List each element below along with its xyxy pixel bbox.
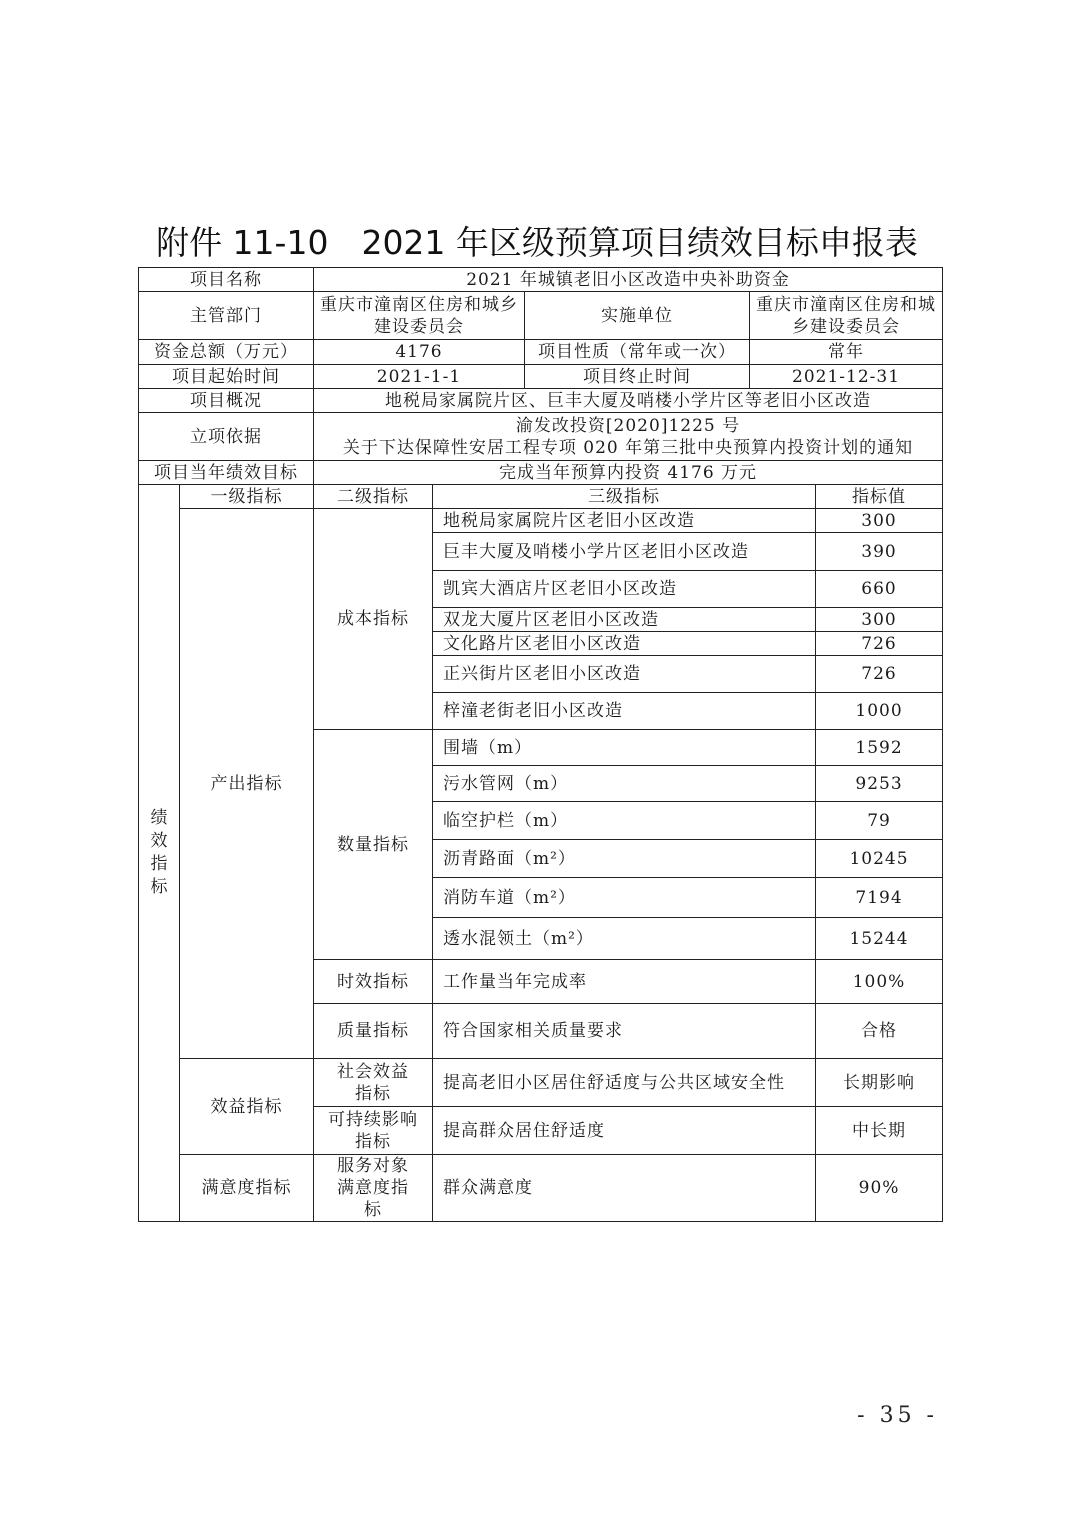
basis-value bbox=[314, 413, 943, 461]
social-benefit-label: 社会效益指标 bbox=[314, 1059, 433, 1107]
department-row bbox=[139, 292, 943, 340]
indicator-header-row bbox=[139, 485, 943, 509]
header-level1: 一级指标 bbox=[180, 485, 314, 509]
service-satisfaction-label: 服务对象满意度指标 bbox=[314, 1155, 433, 1222]
table-row: 凯宾大酒店片区老旧小区改造 660 bbox=[139, 571, 943, 608]
goal-row bbox=[139, 461, 943, 485]
sustainable-impact-label: 可持续影响指标 bbox=[314, 1107, 433, 1155]
end-label: 项目终止时间 bbox=[525, 365, 750, 389]
table-row: 质量指标 符合国家相关质量要求 合格 bbox=[139, 1004, 943, 1059]
start-label: 项目起始时间 bbox=[139, 365, 314, 389]
benefit-indicator-label: 效益指标 bbox=[180, 1059, 314, 1155]
table-row: 效益指标 社会效益指标 提高老旧小区居住舒适度与公共区域安全性 长期影响 bbox=[139, 1059, 943, 1107]
project-name-row bbox=[139, 268, 943, 292]
basis-line-2: 关于下达保障性安居工程专项 020 年第三批中央预算内投资计划的通知 bbox=[342, 437, 914, 458]
table-row: 巨丰大厦及哨楼小学片区老旧小区改造 390 bbox=[139, 533, 943, 571]
table-row: 沥青路面（m²） 10245 bbox=[139, 840, 943, 878]
header-level2: 二级指标 bbox=[314, 485, 433, 509]
overview-row bbox=[139, 389, 943, 413]
nature-value: 常年 bbox=[750, 340, 943, 365]
dept-label: 主管部门 bbox=[139, 292, 314, 340]
nature-label: 项目性质（常年或一次） bbox=[525, 340, 750, 365]
project-name-value: 2021 年城镇老旧小区改造中央补助资金 bbox=[314, 268, 943, 292]
table-row: 数量指标 围墙（m） 1592 bbox=[139, 730, 943, 766]
table-row: 可持续影响指标 提高群众居住舒适度 中长期 bbox=[139, 1107, 943, 1155]
table-row: 时效指标 工作量当年完成率 100% bbox=[139, 960, 943, 1004]
quantity-indicator-label: 数量指标 bbox=[314, 730, 433, 960]
performance-indicator-label: 绩效指标 bbox=[139, 485, 180, 1222]
quality-indicator-label: 质量指标 bbox=[314, 1004, 433, 1059]
impl-label: 实施单位 bbox=[525, 292, 750, 340]
funds-value: 4176 bbox=[314, 340, 525, 365]
impl-value: 重庆市潼南区住房和城乡建设委员会 bbox=[750, 292, 943, 340]
goal-label: 项目当年绩效目标 bbox=[139, 461, 314, 485]
page-number: - 35 - bbox=[857, 1403, 938, 1428]
goal-value: 完成当年预算内投资 4176 万元 bbox=[314, 461, 943, 485]
dept-value: 重庆市潼南区住房和城乡建设委员会 bbox=[314, 292, 525, 340]
table-row: 双龙大厦片区老旧小区改造 300 bbox=[139, 608, 943, 632]
basis-label: 立项依据 bbox=[139, 413, 314, 461]
basis-line-1: 渝发改投资[2020]1225 号 bbox=[515, 415, 741, 436]
satisfaction-indicator-label: 满意度指标 bbox=[180, 1155, 314, 1222]
timeliness-indicator-label: 时效指标 bbox=[314, 960, 433, 1004]
table-row: 文化路片区老旧小区改造 726 bbox=[139, 632, 943, 656]
end-value: 2021-12-31 bbox=[750, 365, 943, 389]
table-row: 污水管网（m） 9253 bbox=[139, 766, 943, 802]
table-row: 梓潼老街老旧小区改造 1000 bbox=[139, 693, 943, 730]
table-row: 透水混领土（m²） 15244 bbox=[139, 918, 943, 960]
table-row: 产出指标 成本指标 地税局家属院片区老旧小区改造 300 bbox=[139, 509, 943, 533]
funds-row bbox=[139, 340, 943, 365]
overview-label: 项目概况 bbox=[139, 389, 314, 413]
start-value: 2021-1-1 bbox=[314, 365, 525, 389]
period-row bbox=[139, 365, 943, 389]
basis-row bbox=[139, 413, 943, 461]
table-row: 消防车道（m²） 7194 bbox=[139, 878, 943, 918]
page-title: 附件 11-10 2021 年区级预算项目绩效目标申报表 bbox=[156, 223, 918, 262]
header-level3: 三级指标 bbox=[433, 485, 816, 509]
cost-indicator-label: 成本指标 bbox=[314, 509, 433, 730]
performance-target-table bbox=[138, 267, 943, 1222]
table-row: 满意度指标 服务对象满意度指标 群众满意度 90% bbox=[139, 1155, 943, 1222]
project-name-label: 项目名称 bbox=[139, 268, 314, 292]
table-row: 临空护栏（m） 79 bbox=[139, 802, 943, 840]
funds-label: 资金总额（万元） bbox=[139, 340, 314, 365]
output-indicator-label: 产出指标 bbox=[180, 509, 314, 1059]
overview-value: 地税局家属院片区、巨丰大厦及哨楼小学片区等老旧小区改造 bbox=[314, 389, 943, 413]
header-value: 指标值 bbox=[816, 485, 943, 509]
table-row: 正兴街片区老旧小区改造 726 bbox=[139, 656, 943, 693]
